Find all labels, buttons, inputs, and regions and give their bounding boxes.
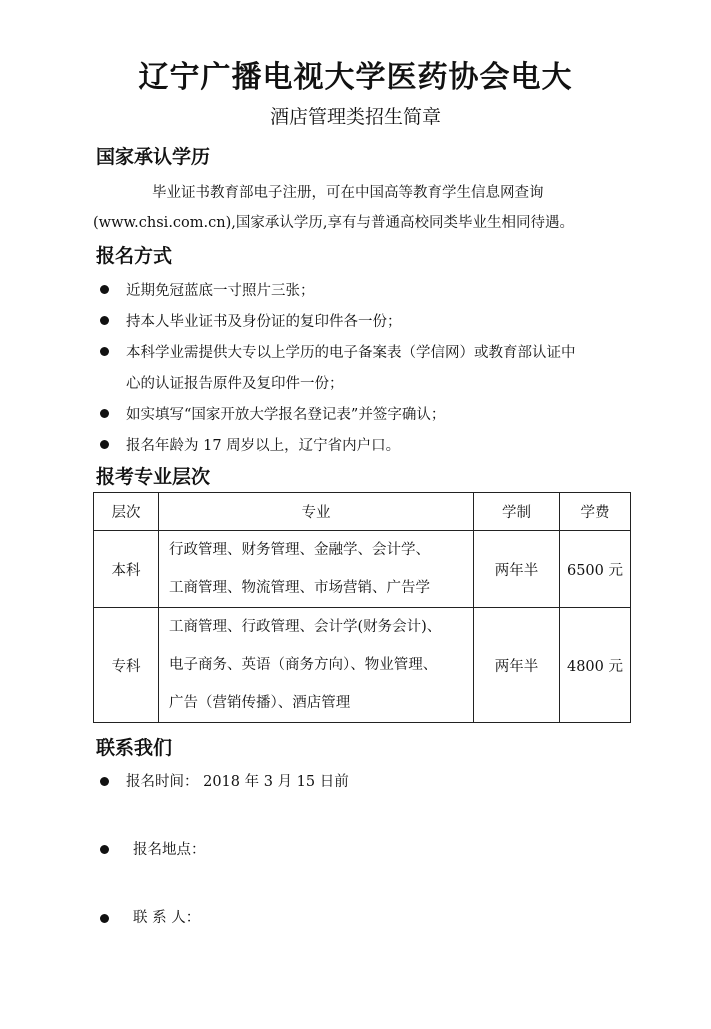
major-line: 行政管理、财务管理、金融学、会计学、 [169,542,430,558]
major-line: 工商管理、物流管理、市场营销、广告学 [169,580,430,596]
table-header-row [94,493,631,531]
document-title: 辽宁广播电视大学医药协会电大 [138,60,573,95]
bullet-icon [100,777,109,786]
registration-item-2: 持本人毕业证书及身份证的复印件各一份； [126,314,402,330]
major-line: 电子商务、英语（商务方向）、物业管理、 [169,657,438,673]
bullet-icon [100,285,109,294]
contact-time: 报名时间： 2018 年 3 月 15 日前 [126,774,349,790]
duration-cell: 两年半 [474,608,560,723]
registration-item-3-continued: 心的认证报告原件及复印件一份； [126,376,344,392]
programs-table [93,492,631,723]
document-subtitle: 酒店管理类招生简章 [269,106,441,128]
bullet-icon [100,347,109,356]
majors-cell [159,531,474,608]
table-header-cell: 专业 [159,493,474,531]
majors-cell [159,608,474,723]
table-row [94,531,631,608]
registration-item-1: 近期免冠蓝底一寸照片三张； [126,283,315,299]
table-header-cell: 学制 [474,493,560,531]
bullet-icon [100,316,109,325]
registration-item-5: 报名年龄为 17 周岁以上，辽宁省内户口。 [126,438,401,454]
registration-item-3: 本科学业需提供大专以上学历的电子备案表（学信网）或教育部认证中 [126,345,576,361]
contact-place: 报名地点： [133,842,206,858]
major-line: 广告（营销传播）、酒店管理 [169,695,351,711]
major-line: 工商管理、行政管理、会计学(财务会计)、 [169,619,442,635]
table-row [94,608,631,723]
fee-cell: 6500 元 [560,531,631,608]
registration-item-4: 如实填写“国家开放大学报名登记表”并签字确认； [126,407,446,423]
level-cell: 专科 [94,608,159,723]
fee-cell: 4800 元 [560,608,631,723]
section-heading-programs: 报考专业层次 [96,466,211,488]
section-heading-registration: 报名方式 [96,245,173,267]
section-heading-contact: 联系我们 [96,737,173,759]
bullet-icon [100,914,109,923]
table-header-cell: 层次 [94,493,159,531]
section-heading-recognition: 国家承认学历 [96,146,211,168]
recognition-text-line-1: 毕业证书教育部电子注册，可在中国高等教育学生信息网查询 [152,185,544,201]
level-cell: 本科 [94,531,159,608]
contact-person: 联 系 人： [133,910,201,926]
bullet-icon [100,409,109,418]
recognition-text-line-2: (www.chsi.com.cn),国家承认学历,享有与普通高校同类毕业生相同待遇。 [93,215,574,231]
table-header-cell: 学费 [560,493,631,531]
bullet-icon [100,440,109,449]
duration-cell: 两年半 [474,531,560,608]
bullet-icon [100,845,109,854]
